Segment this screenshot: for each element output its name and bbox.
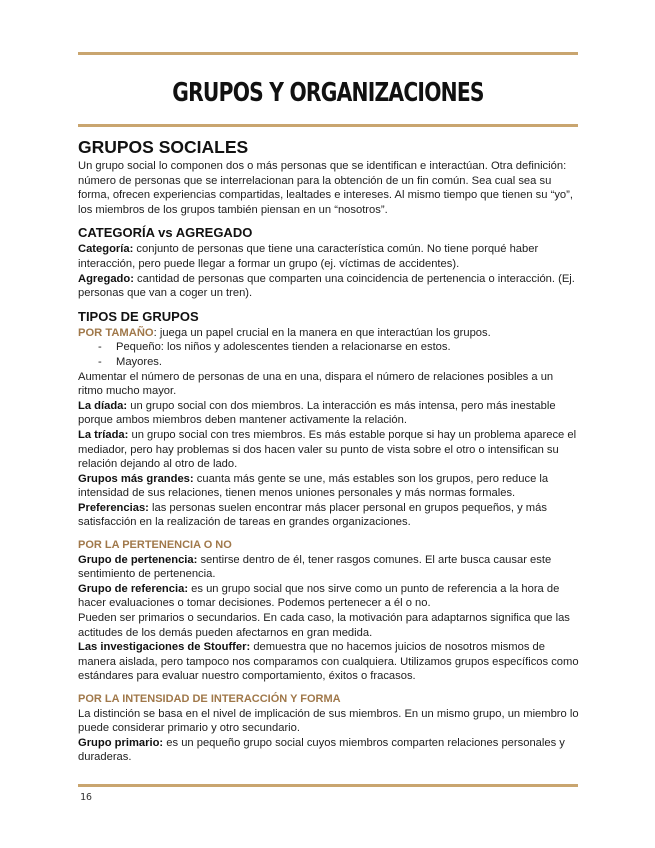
tamano-paragraph: POR TAMAÑO: juega un papel crucial en la manera en que interactúan los grupos. [78,326,491,339]
categoria-definition: Categoría: conjunto de personas que tiene una característica común. No tiene porqué haber interacción, pero puede llegar a formar un grupo (ej. víctimas de accidentes). [78,243,539,270]
grupo-primario-definition: Grupo primario: es un pequeño grupo social cuyos miembros comparten relaciones personales y duraderas. [78,736,565,764]
bottom-rule [78,784,578,787]
page-title: GRUPOS Y ORGANIZACIONES [172,78,484,108]
preferencias-definition: Preferencias: las personas suelen encontrar más placer personal en grupos pequeños, y más satisfacción en la realización de tareas en grandes organizaciones. [78,501,547,529]
page-number: 16 [80,792,93,803]
intro-paragraph: Un grupo social lo componen dos o más personas que se identifican e interactúan. Otra definición: número de personas que se interrelacionan para la obtención de un fin común. Sea cual sea su forma, ofrecen experiencias compartidas, lealtades e intereses. Al mismo tiempo que tienen su “yo”, los miembros de los grupos también piensan en un “nosotros”. [78,160,573,216]
term: Categoría: [78,243,134,256]
subsection-label: POR TAMAÑO [78,326,154,339]
aumentar-paragraph: Aumentar el número de personas de una en una, dispara el número de relaciones posibles a un ritmo mucho mayor. [78,370,554,398]
term: Las investigaciones de Stouffer: [78,641,251,654]
top-rule [78,52,578,55]
page-content [78,137,580,765]
pertenencia-subheading: POR LA PERTENENCIA O NO [78,539,232,552]
term: Grupo primario: [78,736,164,749]
grupo-pertenencia-definition: Grupo de pertenencia: sentirse dentro de él, tener rasgos comunes. El arte busca causar este sentimiento de pertenencia. [78,553,552,581]
distincion-paragraph: La distinción se basa en el nivel de implicación de sus miembros. En un mismo grupo, un miembro lo puede considerar primario y otro secundario. [78,707,579,735]
grupo-referencia-definition: Grupo de referencia: es un grupo social que nos sirve como un punto de referencia a la hora de hacer evaluaciones o tomar decisiones. Podemos pertenecer a él o no. [78,582,560,610]
section-heading: GRUPOS SOCIALES [78,137,249,157]
list-item: - Mayores. [98,355,163,368]
term: Preferencias: [78,501,149,514]
term: La díada: [78,399,128,412]
categoria-heading: CATEGORÍA vs AGREGADO [78,225,253,241]
stouffer-definition: Las investigaciones de Stouffer: demuestra que no hacemos juicios de nosotros mismos de manera aislada, pero tampoco nos comparamos con cualquiera. Utilizamos grupos específicos como estándares para evaluar nuestro comportamiento, éxitos o fracasos. [78,641,579,683]
intensidad-subheading: POR LA INTENSIDAD DE INTERACCIÓN Y FORMA [78,693,341,705]
term: La tríada: [78,428,129,441]
grandes-definition: Grupos más grandes: cuanta más gente se une, más estables son los grupos, pero reduce la intensidad de sus relaciones, tienen menos uniones personales y más normas formales. [78,472,549,500]
bullet-dash: - [98,355,102,368]
term: Agregado: [78,272,134,285]
diada-definition: La díada: un grupo social con dos miembros. La interacción es más intensa, pero más inestable porque ambos miembros deben mantener activamente la relación. [78,399,556,427]
bullet-dash: - [98,341,102,354]
title-rule [78,124,578,127]
tipos-heading: TIPOS DE GRUPOS [78,308,199,324]
primarios-paragraph: Pueden ser primarios o secundarios. En cada caso, la motivación para adaptarnos significa que las actitudes de los demás pueden afectarnos en gran medida. [78,612,570,639]
list-item: - Pequeño: los niños y adolescentes tienden a relacionarse en estos. [98,341,451,354]
term: Grupos más grandes: [78,472,194,485]
term: Grupo de referencia: [78,582,189,595]
term: Grupo de pertenencia: [78,553,198,566]
agregado-definition: Agregado: cantidad de personas que comparten una coincidencia de pertenencia o interacción. (Ej. personas que van a coger un tren). [78,272,575,300]
triada-definition: La tríada: un grupo social con tres miembros. Es más estable porque si hay un problema aparece el mediador, pero hay problemas si dos hacen valer su punto de vista sobre el otro o intensifican su relación dejando al otro de lado. [78,428,577,471]
